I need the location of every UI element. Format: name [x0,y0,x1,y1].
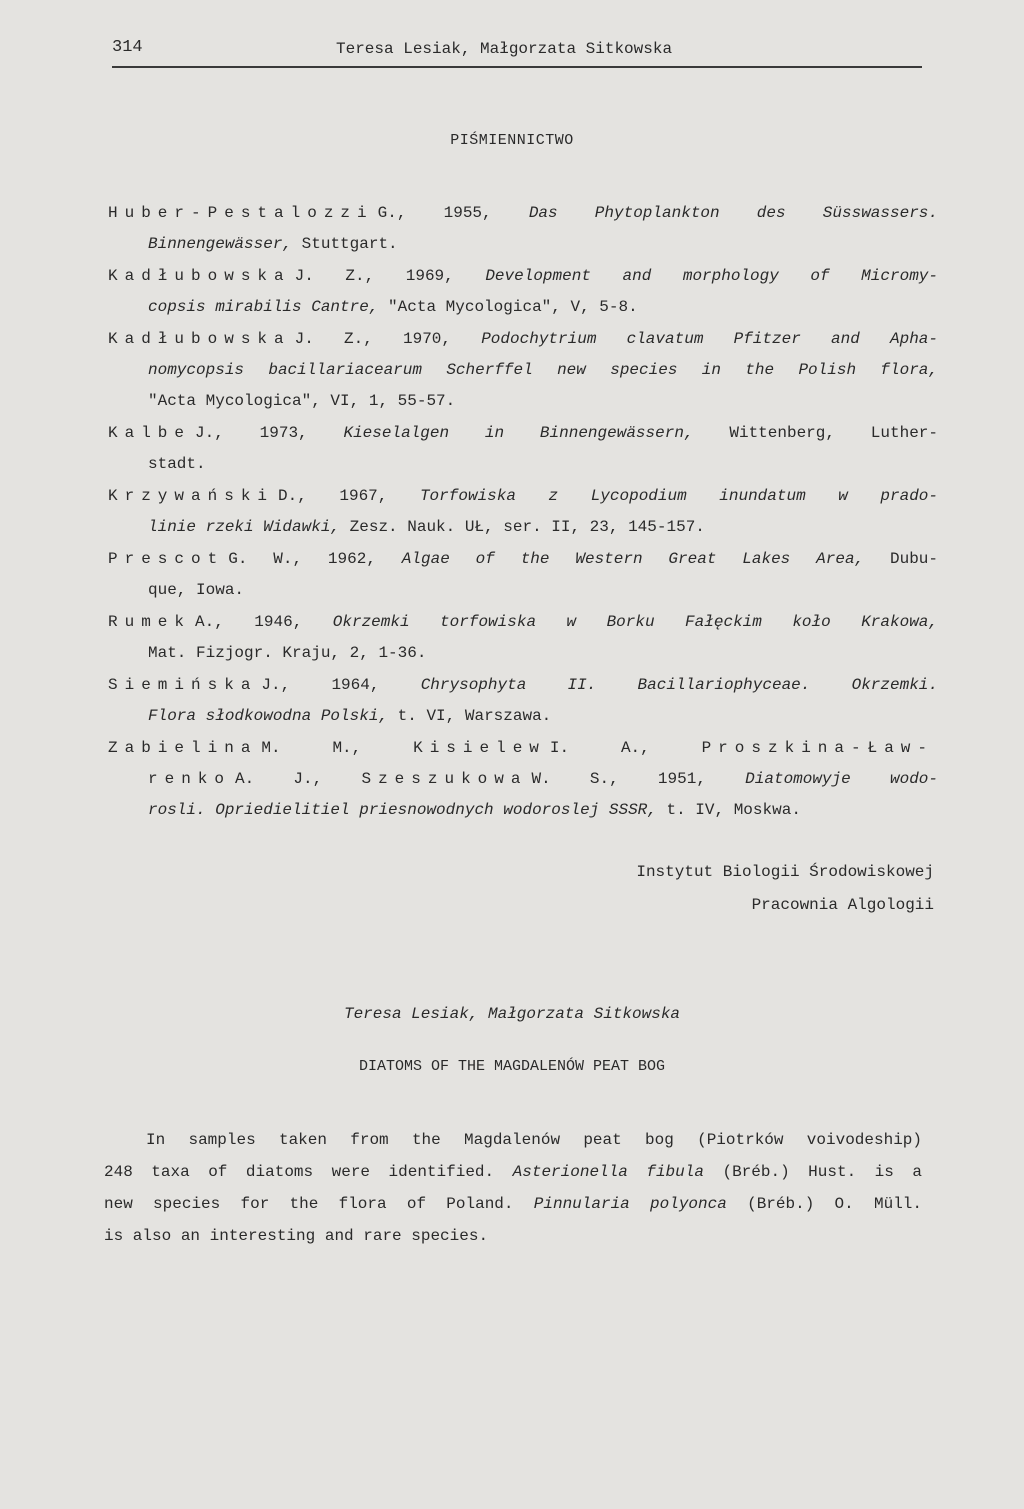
reference-line: que, Iowa. [148,581,245,599]
reference-title: Flora słodkowodna Polski, [148,707,389,725]
species-name: Pinnularia polyonca [533,1195,727,1213]
section-title: PIŚMIENNICTWO [450,132,574,149]
reference-line: rosli. Opriedielitiel priesnowodnych wodoroslej SSSR, t. IV, Moskwa. [148,801,801,819]
reference-title: Algae of the Western Great Lakes Area, [401,550,865,568]
summary-title: DIATOMS OF THE MAGDALENÓW PEAT BOG [358,1058,666,1075]
reference-entry [108,418,938,480]
reference-author: Krzywański [108,487,275,505]
reference-title: Torfowiska z Lycopodium inundatum w prado- [419,487,939,505]
reference-author: Proszkina-Ław- [701,739,934,757]
summary-line: 248 taxa of diatoms were identified. Asterionella fibula (Bréb.) Hust. is a [104,1163,922,1181]
summary-line: new species for the flora of Poland. Pinnularia polyonca (Bréb.) O. Müll. [104,1195,922,1213]
page-header [112,38,922,68]
reference-line: Mat. Fizjogr. Kraju, 2, 1-36. [148,644,427,662]
reference-line: "Acta Mycologica", VI, 1, 55-57. [148,392,456,410]
reference-line: Siemińska J., 1964, Chrysophyta II. Bacillariophyceae. Okrzemki. [108,676,939,694]
reference-line [108,355,938,386]
bibliography [108,198,938,827]
reference-line: Binnengewässer, Stuttgart. [148,235,398,253]
reference-entry [108,481,938,543]
reference-author: Rumek [108,613,192,631]
reference-line: Krzywański D., 1967, Torfowiska z Lycopodium inundatum w prado- [108,487,939,505]
species-name: Asterionella fibula [512,1163,704,1181]
reference-title: Binnengewässer, [148,235,293,253]
reference-author: Kisielew [413,739,546,757]
reference-entry [108,324,938,417]
reference-author: Huber-Pestalozzi [108,204,374,222]
reference-entry [108,607,938,669]
reference-entry [108,261,938,323]
reference-line: Rumek A., 1946, Okrzemki torfowiska w Borku Fałęckim koło Krakowa, [108,613,939,631]
summary-authors: Teresa Lesiak, Małgorzata Sitkowska [343,1005,681,1023]
reference-title: Kieselalgen in Binnengewässern, [343,424,694,442]
reference-title: Podochytrium clavatum Pfitzer and Apha- [481,330,938,348]
reference-author: Kadłubowska [108,330,291,348]
reference-line: Kadłubowska J. Z., 1970, Podochytrium clavatum Pfitzer and Apha- [108,330,938,348]
summary-paragraph [104,1124,922,1252]
reference-title: Chrysophyta II. Bacillariophyceae. Okrzemki. [420,676,939,694]
summary-line: is also an interesting and rare species. [104,1227,489,1245]
reference-author: Kadłubowska [108,267,291,285]
reference-line: Kalbe J., 1973, Kieselalgen in Binnengewässern, Wittenberg, Luther- [108,424,939,442]
reference-author: Zabielina [108,739,258,757]
reference-entry [108,198,938,260]
reference-title: copsis mirabilis Cantre, [148,298,379,316]
reference-entry [108,544,938,606]
affiliation-institute: Instytut Biologii Środowiskowej [636,863,934,881]
reference-line: stadt. [148,455,206,473]
reference-title: nomycopsis bacillariacearum Scherffel new species in the Polish flora, [148,361,938,379]
reference-line: Prescot G. W., 1962, Algae of the Western Great Lakes Area, Dubu- [108,550,939,568]
reference-author: Szeszukowa [361,770,528,788]
reference-line: Huber-Pestalozzi G., 1955, Das Phytoplankton des Süsswassers. [108,204,939,222]
affiliation [636,856,934,922]
reference-line: copsis mirabilis Cantre, "Acta Mycologica", V, 5-8. [148,298,638,316]
reference-entry [108,670,938,732]
reference-title: Development and morphology of Micromy- [485,267,938,285]
reference-author: Kalbe [108,424,192,442]
summary-line: In samples taken from the Magdalenów peat bog (Piotrków voivodeship) [146,1131,922,1149]
reference-title: Diatomowyje wodo- [745,770,938,788]
reference-entry [108,733,938,826]
reference-line: Zabielina M. M., Kisielew I. A., Proszkina-Ław- [108,739,934,757]
reference-author: Prescot [108,550,225,568]
reference-line: renko A. J., Szeszukowa W. S., 1951, Diatomowyje wodo- [148,770,938,788]
page-number: 314 [112,38,143,57]
reference-line: linie rzeki Widawki, Zesz. Nauk. UŁ, ser. II, 23, 145-157. [148,518,705,536]
reference-title: rosli. Opriedielitiel priesnowodnych wodoroslej SSSR, [148,801,657,819]
reference-title: linie rzeki Widawki, [148,518,341,536]
reference-line: Flora słodkowodna Polski, t. VI, Warszawa. [148,707,552,725]
reference-title: Das Phytoplankton des Süsswassers. [528,204,939,222]
reference-title: Okrzemki torfowiska w Borku Fałęckim koło Krakowa, [332,613,939,631]
reference-author: renko [148,770,232,788]
affiliation-lab: Pracownia Algologii [751,896,934,914]
running-head: Teresa Lesiak, Małgorzata Sitkowska [336,40,673,58]
reference-author: Siemińska [108,676,258,694]
header-rule [112,66,922,68]
reference-line: Kadłubowska J. Z., 1969, Development and morphology of Micromy- [108,267,938,285]
